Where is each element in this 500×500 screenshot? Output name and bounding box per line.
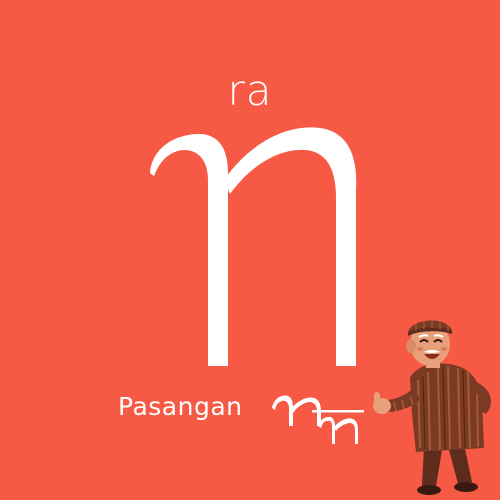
latin-transliteration: ra [227, 66, 273, 115]
javanese-elder-character-icon [372, 318, 500, 500]
pasangan-ra-glyph [268, 392, 368, 452]
pasangan-label: Pasangan [118, 392, 243, 421]
javanese-ra-glyph [140, 118, 370, 373]
